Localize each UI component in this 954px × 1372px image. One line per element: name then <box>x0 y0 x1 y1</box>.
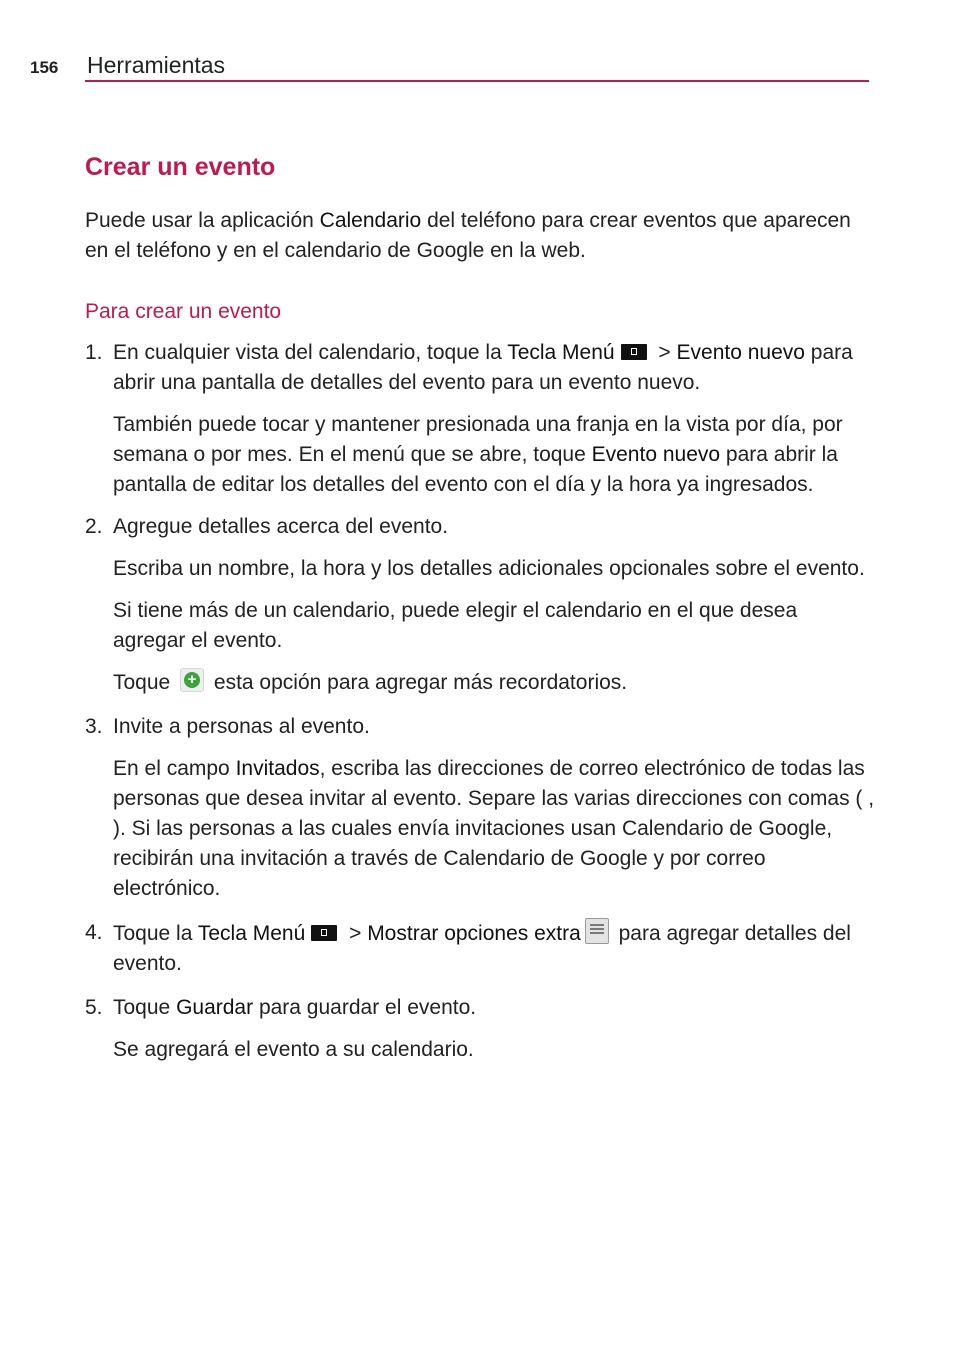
step-5: 5. Toque Guardar para guardar el evento. Se agregará el evento a su calendario. <box>85 996 477 1061</box>
step-3: 3. Invite a personas al evento. En el campo Invitados, escriba las direcciones de correo electrónico de todas las personas que desea invitar al evento. Separe las varias direcciones con comas ( , ). Si las personas a las cuales envía invitaciones usan Calendario de Google, recibirán una invitación a través de Calendario de Google y por correo electrónico. <box>85 715 875 900</box>
page-number: 156 <box>30 58 59 77</box>
calendar-app-name: Calendario <box>319 209 422 232</box>
menu-key-icon <box>621 344 647 360</box>
menu-key-icon <box>311 925 337 941</box>
add-reminder-icon: + <box>180 668 204 692</box>
main-content <box>85 148 875 1065</box>
intro-paragraph: Puede usar la aplicación Calendario del teléfono para crear eventos que aparecen en el teléfono y en el calendario de Google en la web. <box>85 209 851 262</box>
page-header <box>0 48 954 88</box>
step-2: 2. Agregue detalles acerca del evento. Escriba un nombre, la hora y los detalles adicionales opcionales sobre el evento. Si tiene más de un calendario, puede elegir el calendario en el que desea agregar el evento. Toque + esta opción para agregar más recordatorios. <box>85 515 865 694</box>
steps-list <box>85 338 875 1065</box>
section-title: Herramientas <box>87 52 226 78</box>
step-4: 4. Toque la Tecla Menú > Mostrar opciones extra para agregar detalles del evento. <box>85 918 875 979</box>
subsection-title: Para crear un evento <box>85 300 282 323</box>
step-1: 1. En cualquier vista del calendario, toque la Tecla Menú > Evento nuevo para abrir una pantalla de detalles del evento para un evento nuevo. También puede tocar y mantener presionada una franja en la vista por día, por semana o por mes. En el menú que se abre, toque Evento nuevo para abrir la pantalla de editar los detalles del evento con el día y la hora ya ingresados. <box>85 341 853 496</box>
extra-options-icon <box>585 918 609 944</box>
header-rule <box>85 80 869 82</box>
page-title: Crear un evento <box>85 153 276 181</box>
